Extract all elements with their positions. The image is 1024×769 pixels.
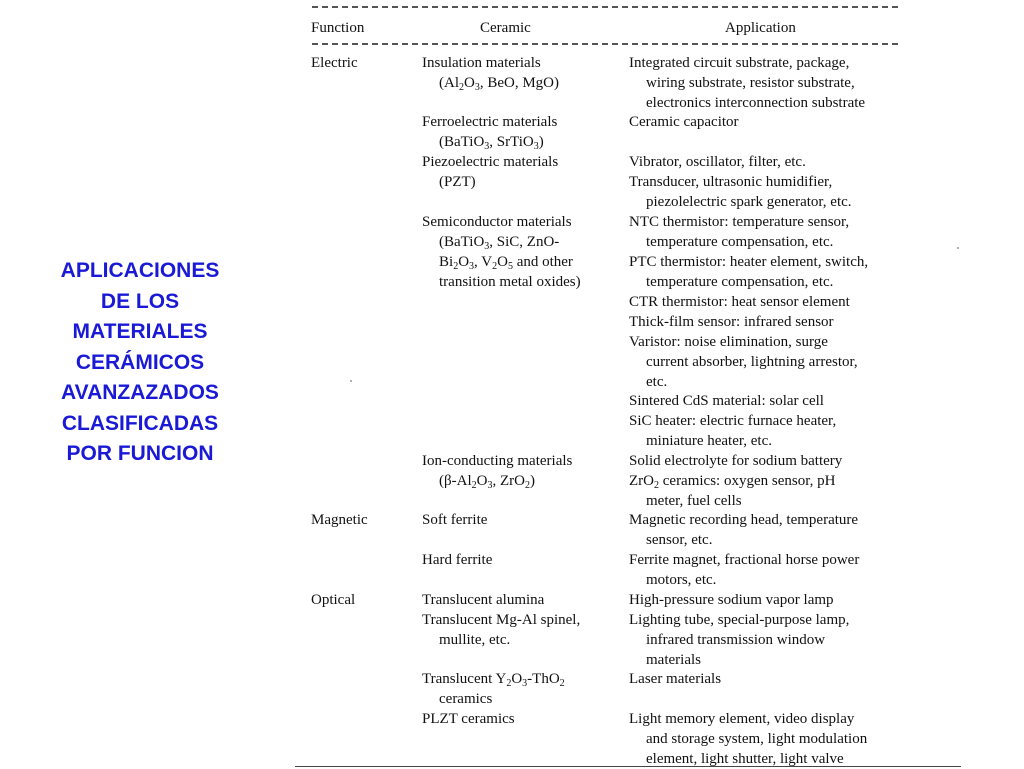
- application-cell-line: Varistor: noise elimination, surge: [629, 334, 828, 350]
- application-cell: [629, 610, 849, 670]
- application-cell: [629, 590, 834, 610]
- application-cell-line: Magnetic recording head, temperature: [629, 512, 859, 528]
- application-cell-line: piezolelectric spark generator, etc.: [646, 194, 852, 210]
- application-cell-line: sensor, etc.: [646, 532, 713, 548]
- ceramic-cell-line: (BaTiO$_3$, SiC, ZnO-: [439, 234, 560, 252]
- scan-speck: [957, 247, 959, 249]
- application-cell-line: materials: [646, 652, 701, 668]
- application-cell: [629, 550, 859, 590]
- ceramic-cell: [422, 669, 565, 709]
- application-cell: [629, 152, 806, 172]
- ceramic-cell-line: Translucent alumina: [422, 592, 545, 608]
- header-function: Function: [311, 20, 365, 36]
- ceramic-cell-line: Piezoelectric materials: [422, 154, 559, 170]
- ceramic-cell-line: Ion-conducting materials: [422, 453, 573, 469]
- application-cell-line: temperature compensation, etc.: [646, 234, 834, 250]
- top-rule: [312, 6, 898, 8]
- scan-speck: [350, 380, 352, 382]
- application-cell-line: current absorber, lightning arrestor,: [646, 354, 858, 370]
- application-cell: [629, 53, 865, 113]
- application-cell-line: temperature compensation, etc.: [646, 274, 834, 290]
- ceramic-cell-line: (BaTiO$_3$, SrTiO$_3$): [439, 134, 544, 152]
- application-cell-line: Transducer, ultrasonic humidifier,: [629, 174, 833, 190]
- ceramic-cell-line: Semiconductor materials: [422, 214, 572, 230]
- ceramic-cell-line: ceramics: [439, 691, 493, 707]
- ceramic-cell-line: transition metal oxides): [439, 274, 581, 290]
- application-cell-line: motors, etc.: [646, 572, 717, 588]
- ceramic-cell-line: Insulation materials: [422, 55, 541, 71]
- application-cell-line: etc.: [646, 374, 668, 390]
- slide-title-line: CERÁMICOS: [75, 350, 205, 374]
- header-rule: [312, 43, 898, 45]
- slide-title-line: POR FUNCION: [66, 442, 214, 465]
- application-cell-line: SiC heater: electric furnace heater,: [629, 413, 837, 429]
- application-cell-line: Lighting tube, special-purpose lamp,: [629, 612, 850, 628]
- ceramic-cell: [422, 112, 557, 152]
- application-cell: [629, 709, 867, 769]
- ceramic-cell-line: (PZT): [439, 174, 476, 190]
- application-cell-line: Integrated circuit substrate, package,: [629, 55, 850, 71]
- ceramic-cell-line: Translucent Mg-Al spinel,: [422, 612, 581, 628]
- application-cell: [629, 669, 721, 689]
- application-cell: [629, 471, 835, 511]
- application-cell-line: High-pressure sodium vapor lamp: [629, 592, 834, 608]
- application-cell: [629, 332, 858, 392]
- function-cell: Optical: [311, 592, 356, 608]
- bottom-rule: [295, 766, 961, 767]
- ceramic-cell-line: Ferroelectric materials: [422, 114, 558, 130]
- slide-title-line: DE LOS: [100, 289, 180, 313]
- application-cell-line: electronics interconnection substrate: [646, 95, 866, 111]
- header-application: Application: [725, 20, 796, 36]
- ceramic-cell-line: mullite, etc.: [439, 632, 511, 648]
- ceramic-cell-line: ($Al_2O_3$, BeO, MgO): [439, 75, 560, 93]
- application-cell-line: Ferrite magnet, fractional horse power: [629, 552, 860, 568]
- ceramic-cell: [422, 510, 487, 530]
- ceramic-cell: [422, 590, 544, 610]
- ceramic-cell: [422, 709, 515, 729]
- application-cell-line: NTC thermistor: temperature sensor,: [629, 214, 850, 230]
- application-cell: [629, 411, 836, 451]
- application-cell-line: Vibrator, oscillator, filter, etc.: [629, 154, 806, 170]
- ceramic-cell: [422, 212, 581, 292]
- ceramic-cell-line: Soft ferrite: [422, 512, 488, 528]
- slide-title-line: AVANZAZADOS: [61, 381, 219, 404]
- application-cell: [629, 391, 824, 411]
- function-cell: Electric: [311, 55, 358, 71]
- application-cell: [629, 112, 739, 132]
- application-cell-line: element, light shutter, light valve: [646, 751, 844, 767]
- header-ceramic: Ceramic: [480, 20, 531, 36]
- application-cell-line: wiring substrate, resistor substrate,: [646, 75, 855, 91]
- ceramic-cell: [422, 53, 559, 93]
- application-cell-line: Ceramic capacitor: [629, 114, 739, 130]
- ceramic-cell-line: $Bi_2O_3$, $V_2O_5$ and other: [439, 254, 573, 272]
- ceramic-cell-line: Hard ferrite: [422, 552, 493, 568]
- application-cell-line: meter, fuel cells: [646, 493, 742, 509]
- ceramic-cell: [422, 610, 580, 650]
- application-cell-line: CTR thermistor: heat sensor element: [629, 294, 850, 310]
- application-cell-line: Solid electrolyte for sodium battery: [629, 453, 843, 469]
- application-cell-line: Laser materials: [629, 671, 722, 687]
- slide-title: [40, 256, 240, 470]
- ceramic-cell-line: Translucent $Y_2O_3-ThO_2$: [422, 671, 565, 689]
- ceramic-cell: [422, 550, 492, 570]
- application-cell-line: Sintered CdS material: solar cell: [629, 393, 824, 409]
- ceramic-cell: [422, 451, 572, 491]
- application-cell-line: Thick-film sensor: infrared sensor: [629, 314, 834, 330]
- application-cell: [629, 510, 858, 550]
- ceramic-cell-line: PLZT ceramics: [422, 711, 515, 727]
- ceramic-cell: [422, 152, 558, 192]
- slide-title-line: MATERIALES: [72, 320, 208, 343]
- application-cell: [629, 312, 834, 332]
- application-cell-line: miniature heater, etc.: [646, 433, 772, 449]
- application-cell-line: PTC thermistor: heater element, switch,: [629, 254, 869, 270]
- slide-title-line: CLASIFICADAS: [61, 411, 219, 435]
- function-cell: Magnetic: [311, 512, 368, 528]
- application-cell-line: ZrO$_2$ ceramics: oxygen sensor, pH: [629, 473, 836, 491]
- application-cell: [629, 252, 868, 292]
- application-cell: [629, 172, 852, 212]
- ceramic-cell-line: ($\beta-Al_2O_3$, ZrO$_2$): [439, 473, 535, 491]
- slide-title-line: APLICACIONES: [60, 259, 220, 282]
- application-cell-line: Light memory element, video display: [629, 711, 855, 727]
- application-cell-line: and storage system, light modulation: [646, 731, 868, 747]
- application-cell: [629, 212, 849, 252]
- application-cell: [629, 451, 842, 471]
- application-cell-line: infrared transmission window: [646, 632, 826, 648]
- application-cell: [629, 292, 850, 312]
